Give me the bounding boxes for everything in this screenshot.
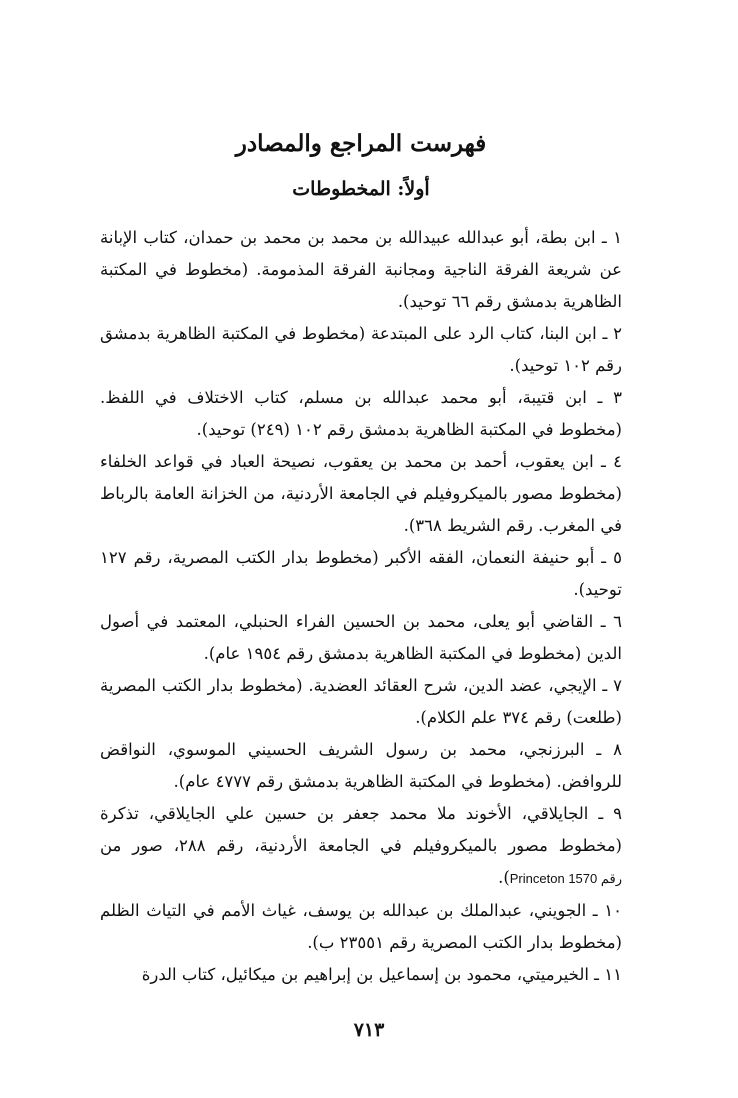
entry-number: ٣ ـ (586, 388, 622, 407)
entry-latin-reference: Princeton رقم 1570 (509, 871, 622, 886)
entry-text: الجايلاقي، الأخوند ملا محمد جعفر بن حسين علي الجايلاقي، تذكرة (مخطوط مصور بالميكروفيلم في الجامعة الأردنية، رقم ٢٨٨، صور من (100, 804, 622, 855)
bibliography-entry (100, 798, 622, 895)
bibliography-entry (100, 382, 622, 446)
entry-text: البرزنجي، محمد بن رسول الشريف الحسيني الموسوي، النواقض للروافض. (مخطوط في المكتبة الظاهرية بدمشق رقم ٤٧٧٧ عام). (100, 740, 622, 791)
entry-number: ٩ ـ (588, 804, 622, 823)
entry-number: ٤ ـ (593, 452, 622, 471)
entry-text: الخيرميتي، محمود بن إسماعيل بن إبراهيم بن ميكائيل، كتاب الدرة (141, 965, 589, 984)
entry-text: الإيجي، عضد الدين، شرح العقائد العضدية. (مخطوط بدار الكتب المصرية (طلعت) رقم ٣٧٤ علم الكلام). (100, 676, 622, 727)
bibliography-entry (100, 542, 622, 606)
bibliography-entry (100, 446, 622, 542)
entry-text-end: ). (498, 868, 510, 887)
bibliography-entry (100, 734, 622, 798)
bibliography-entry (100, 222, 622, 318)
bibliography-entry (100, 670, 622, 734)
entry-text: الجويني، عبدالملك بن عبدالله بن يوسف، غياث الأمم في التياث الظلم (مخطوط بدار الكتب المصرية رقم ٢٣٥٥١ ب). (100, 901, 622, 952)
entry-number: ٧ ـ (596, 676, 623, 695)
entry-number: ٦ ـ (593, 612, 623, 631)
entry-text: ابن قتيبة، أبو محمد عبدالله بن مسلم، كتاب الاختلاف في اللفظ. (مخطوط في المكتبة الظاهرية بدمشق رقم ١٠٢ (٢٤٩) توحيد). (100, 388, 622, 439)
entry-number: ١٠ ـ (586, 901, 622, 920)
entry-number: ١١ ـ (588, 965, 622, 984)
bibliography-entry (100, 606, 622, 670)
page-title: فهرست المراجع والمصادر (235, 130, 487, 157)
bibliography-entry (100, 895, 622, 959)
document-page (100, 128, 622, 1048)
bibliography-entry (100, 318, 622, 382)
section-title: أولاً: المخطوطات (292, 178, 430, 200)
entry-text: ابن البنا، كتاب الرد على المبتدعة (مخطوط في المكتبة الظاهرية بدمشق رقم ١٠٢ توحيد). (100, 324, 622, 375)
entry-text: ابن يعقوب، أحمد بن محمد بن يعقوب، نصيحة العباد في قواعد الخلفاء (مخطوط مصور بالميكروفيلم في الجامعة الأردنية، من الخزانة العامة بالرباط في المغرب. رقم الشريط ٣٦٨). (100, 452, 622, 535)
entry-text: ابن بطة، أبو عبدالله عبيدالله بن محمد بن محمد بن حمدان، كتاب الإبانة عن شريعة الفرقة الناجية ومجانبة الفرقة المذمومة. (مخطوط في المكتبة الظاهرية بدمشق رقم ٦٦ توحيد). (100, 228, 622, 311)
entry-number: ٨ ـ (584, 740, 622, 759)
entry-text: القاضي أبو يعلى، محمد بن الحسين الفراء الحنبلي، المعتمد في أصول الدين (مخطوط في المكتبة الظاهرية بدمشق رقم ١٩٥٤ عام). (100, 612, 622, 663)
bibliography-list (100, 222, 622, 991)
page-number: ٧١٣ (353, 1019, 385, 1041)
bibliography-entry (100, 959, 622, 991)
entry-number: ٥ ـ (594, 548, 623, 567)
entry-text: أبو حنيفة النعمان، الفقه الأكبر (مخطوط بدار الكتب المصرية، رقم ١٢٧ توحيد). (100, 548, 622, 599)
entry-number: ٢ ـ (596, 324, 622, 343)
entry-number: ١ ـ (595, 228, 622, 247)
